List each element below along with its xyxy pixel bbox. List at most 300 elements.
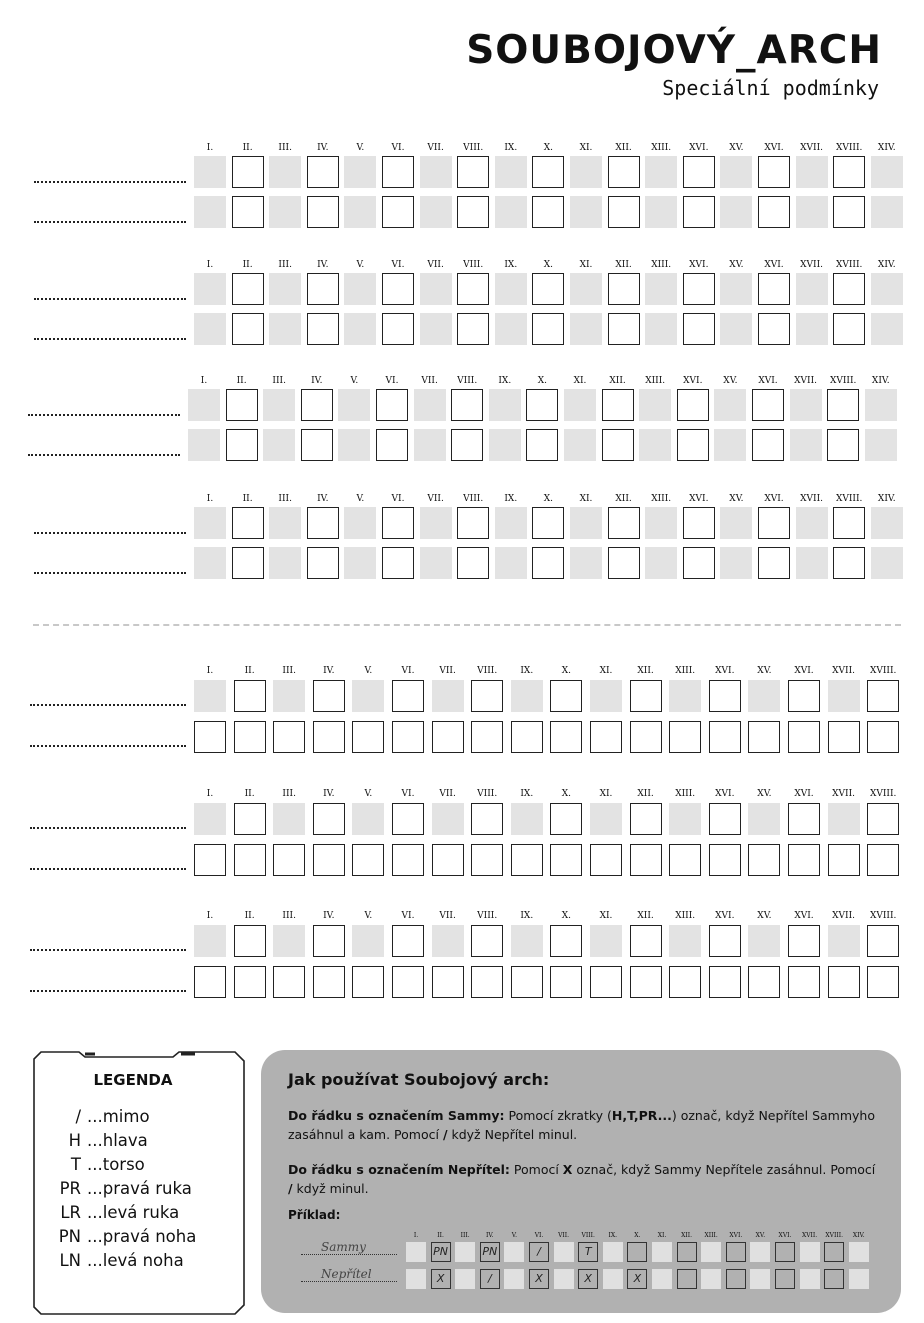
example-column-label: XVI. — [729, 1232, 743, 1239]
hit-box[interactable] — [352, 966, 384, 998]
hit-box[interactable] — [232, 156, 264, 188]
name-line[interactable] — [30, 990, 186, 992]
column-label: XIII. — [645, 376, 666, 386]
hit-box[interactable] — [758, 313, 790, 345]
hit-box[interactable] — [313, 966, 345, 998]
hit-box[interactable] — [828, 844, 860, 876]
hit-box[interactable] — [451, 389, 483, 421]
column-label: VII. — [439, 911, 456, 921]
column-label: XII. — [609, 376, 626, 386]
shaded-box — [194, 313, 226, 345]
hit-box[interactable] — [226, 429, 258, 461]
hit-box[interactable] — [828, 966, 860, 998]
name-line[interactable] — [34, 181, 186, 183]
legend-abbr: / — [75, 1107, 81, 1126]
shaded-box — [796, 156, 828, 188]
hit-box[interactable] — [234, 721, 266, 753]
hit-box[interactable] — [376, 429, 408, 461]
shaded-box — [495, 196, 527, 228]
hit-box[interactable] — [867, 721, 899, 753]
name-line[interactable] — [34, 338, 186, 340]
instructions-panel — [261, 1050, 901, 1313]
column-label: VI. — [391, 260, 405, 270]
column-label: IV. — [317, 143, 329, 153]
hit-box[interactable] — [307, 273, 339, 305]
column-label: XIII. — [651, 260, 672, 270]
column-label: IV. — [317, 260, 329, 270]
legend-text: ...torso — [87, 1155, 145, 1174]
shaded-box — [570, 156, 602, 188]
hit-box[interactable] — [194, 721, 226, 753]
hit-box[interactable] — [788, 925, 820, 957]
hit-box[interactable] — [630, 803, 662, 835]
shaded-box — [645, 547, 677, 579]
hit-box[interactable] — [608, 507, 640, 539]
hit-box[interactable] — [457, 313, 489, 345]
example-hit-box — [726, 1269, 746, 1289]
hit-box[interactable] — [788, 680, 820, 712]
hit-box[interactable] — [307, 313, 339, 345]
hit-box[interactable] — [457, 507, 489, 539]
hit-box[interactable] — [234, 680, 266, 712]
hit-box[interactable] — [748, 844, 780, 876]
column-label: V. — [364, 789, 373, 799]
column-label: XIV. — [877, 260, 896, 270]
shaded-box — [828, 803, 860, 835]
example-shaded-box — [504, 1242, 524, 1262]
name-line[interactable] — [30, 949, 186, 951]
hit-box[interactable] — [867, 803, 899, 835]
column-label: X. — [561, 789, 572, 799]
hit-box[interactable] — [550, 721, 582, 753]
shaded-box — [414, 389, 446, 421]
example-name-line — [301, 1281, 397, 1282]
hit-box[interactable] — [526, 389, 558, 421]
hit-box[interactable] — [788, 844, 820, 876]
example-hit-box — [578, 1242, 598, 1262]
example-column-label: IX. — [608, 1232, 618, 1239]
hit-box[interactable] — [683, 547, 715, 579]
hit-box[interactable] — [511, 721, 543, 753]
column-label: XVI. — [715, 666, 735, 676]
column-label: II. — [242, 143, 253, 153]
example-name-line — [301, 1254, 397, 1255]
hit-box[interactable] — [752, 429, 784, 461]
hit-box[interactable] — [313, 844, 345, 876]
column-label: III. — [282, 666, 296, 676]
hit-box[interactable] — [867, 844, 899, 876]
example-mark: / — [537, 1245, 541, 1258]
hit-box[interactable] — [234, 803, 266, 835]
hit-box[interactable] — [232, 196, 264, 228]
example-shaded-box — [652, 1242, 672, 1262]
hit-box[interactable] — [833, 547, 865, 579]
hit-box[interactable] — [307, 507, 339, 539]
example-hit-box — [480, 1242, 500, 1262]
shaded-box — [570, 507, 602, 539]
column-label: VIII. — [457, 376, 478, 386]
example-column-label: XI. — [657, 1232, 667, 1239]
hit-box[interactable] — [301, 429, 333, 461]
hit-box[interactable] — [683, 156, 715, 188]
hit-box[interactable] — [273, 844, 305, 876]
hit-box[interactable] — [630, 966, 662, 998]
column-label: VII. — [421, 376, 438, 386]
hit-box[interactable] — [382, 313, 414, 345]
column-label: XV. — [729, 494, 744, 504]
hit-box[interactable] — [471, 680, 503, 712]
hit-box[interactable] — [550, 680, 582, 712]
hit-box[interactable] — [532, 156, 564, 188]
column-label: V. — [356, 494, 365, 504]
column-label: II. — [244, 666, 255, 676]
hit-box[interactable] — [511, 844, 543, 876]
column-label: XVI. — [715, 911, 735, 921]
shaded-box — [194, 680, 226, 712]
hit-box[interactable] — [590, 844, 622, 876]
shaded-box — [344, 156, 376, 188]
shaded-box — [796, 196, 828, 228]
shaded-box — [570, 547, 602, 579]
hit-box[interactable] — [532, 507, 564, 539]
column-label: VIII. — [463, 260, 484, 270]
hit-box[interactable] — [432, 844, 464, 876]
hit-box[interactable] — [550, 966, 582, 998]
hit-box[interactable] — [307, 156, 339, 188]
shaded-box — [590, 803, 622, 835]
hit-box[interactable] — [758, 507, 790, 539]
hit-box[interactable] — [392, 966, 424, 998]
hit-box[interactable] — [392, 803, 424, 835]
name-line[interactable] — [34, 572, 186, 574]
example-row-name: Nepřítel — [321, 1267, 372, 1281]
hit-box[interactable] — [471, 721, 503, 753]
hit-box[interactable] — [827, 389, 859, 421]
hit-box[interactable] — [827, 429, 859, 461]
hit-box[interactable] — [307, 196, 339, 228]
column-label: XVII. — [800, 143, 824, 153]
hit-box[interactable] — [532, 273, 564, 305]
hit-box[interactable] — [313, 721, 345, 753]
column-label: VII. — [427, 143, 444, 153]
hit-box[interactable] — [226, 389, 258, 421]
hit-box[interactable] — [590, 966, 622, 998]
shaded-box — [645, 313, 677, 345]
example-shaded-box — [455, 1269, 475, 1289]
hit-box[interactable] — [758, 547, 790, 579]
hit-box[interactable] — [608, 547, 640, 579]
hit-box[interactable] — [630, 844, 662, 876]
legend-item — [53, 1251, 184, 1273]
example-column-label: IV. — [486, 1232, 494, 1239]
name-line[interactable] — [30, 827, 186, 829]
legend-text: ...levá noha — [87, 1251, 184, 1270]
hit-box[interactable] — [867, 966, 899, 998]
hit-box[interactable] — [273, 721, 305, 753]
hit-box[interactable] — [352, 844, 384, 876]
column-label: XV. — [723, 376, 738, 386]
example-hit-box — [677, 1242, 697, 1262]
hit-box[interactable] — [833, 507, 865, 539]
column-label: XVII. — [794, 376, 818, 386]
shaded-box — [669, 680, 701, 712]
column-label: XIII. — [651, 143, 672, 153]
hit-box[interactable] — [307, 547, 339, 579]
hit-box[interactable] — [457, 196, 489, 228]
name-line[interactable] — [28, 454, 180, 456]
hit-box[interactable] — [788, 803, 820, 835]
shaded-box — [269, 547, 301, 579]
hit-box[interactable] — [392, 721, 424, 753]
column-label: VI. — [401, 666, 415, 676]
hit-box[interactable] — [392, 844, 424, 876]
shaded-box — [344, 196, 376, 228]
hit-box[interactable] — [273, 966, 305, 998]
column-label: III. — [278, 143, 292, 153]
column-label: VI. — [391, 143, 405, 153]
column-label: V. — [350, 376, 359, 386]
hit-box[interactable] — [232, 547, 264, 579]
shaded-box — [511, 925, 543, 957]
shaded-box — [194, 273, 226, 305]
legend-item — [53, 1203, 179, 1225]
hit-box[interactable] — [232, 273, 264, 305]
hit-box[interactable] — [532, 547, 564, 579]
hit-box[interactable] — [867, 680, 899, 712]
name-line[interactable] — [34, 221, 186, 223]
example-shaded-box — [652, 1269, 672, 1289]
column-label: XIII. — [675, 911, 696, 921]
name-line[interactable] — [30, 704, 186, 706]
shaded-box — [564, 389, 596, 421]
hit-box[interactable] — [833, 273, 865, 305]
example-column-label: XIV. — [852, 1232, 865, 1239]
hit-box[interactable] — [683, 313, 715, 345]
hit-box[interactable] — [709, 966, 741, 998]
hit-box[interactable] — [709, 721, 741, 753]
shaded-box — [344, 547, 376, 579]
shaded-box — [432, 680, 464, 712]
column-label: III. — [272, 376, 286, 386]
hit-box[interactable] — [709, 680, 741, 712]
shaded-box — [590, 925, 622, 957]
hit-box[interactable] — [532, 313, 564, 345]
hit-box[interactable] — [608, 196, 640, 228]
shaded-box — [338, 429, 370, 461]
hit-box[interactable] — [382, 507, 414, 539]
hit-box[interactable] — [471, 844, 503, 876]
hit-box[interactable] — [457, 156, 489, 188]
shaded-box — [865, 389, 897, 421]
hit-box[interactable] — [313, 925, 345, 957]
hit-box[interactable] — [602, 429, 634, 461]
column-label: XI. — [599, 911, 613, 921]
column-label: IX. — [520, 911, 534, 921]
hit-box[interactable] — [550, 803, 582, 835]
hit-box[interactable] — [709, 925, 741, 957]
example-label: Příklad: — [288, 1208, 341, 1222]
hit-box[interactable] — [234, 844, 266, 876]
shaded-box — [495, 156, 527, 188]
hit-box[interactable] — [608, 156, 640, 188]
hit-box[interactable] — [392, 925, 424, 957]
column-label: XVIII. — [835, 143, 863, 153]
hit-box[interactable] — [677, 389, 709, 421]
hit-box[interactable] — [471, 803, 503, 835]
column-label: VI. — [401, 911, 415, 921]
example-shaded-box — [603, 1242, 623, 1262]
column-label: VIII. — [463, 143, 484, 153]
hit-box[interactable] — [232, 313, 264, 345]
shaded-box — [344, 507, 376, 539]
column-label: VI. — [391, 494, 405, 504]
hit-box[interactable] — [758, 196, 790, 228]
column-label: XII. — [637, 911, 654, 921]
hit-box[interactable] — [234, 966, 266, 998]
hit-box[interactable] — [748, 721, 780, 753]
hit-box[interactable] — [451, 429, 483, 461]
name-line[interactable] — [30, 868, 186, 870]
shaded-box — [590, 680, 622, 712]
hit-box[interactable] — [550, 844, 582, 876]
column-label: IX. — [498, 376, 512, 386]
hit-box[interactable] — [457, 273, 489, 305]
column-label: IV. — [323, 666, 335, 676]
hit-box[interactable] — [532, 196, 564, 228]
shaded-box — [263, 389, 295, 421]
column-label: XVII. — [832, 789, 856, 799]
hit-box[interactable] — [677, 429, 709, 461]
shaded-box — [796, 313, 828, 345]
hit-box[interactable] — [526, 429, 558, 461]
hit-box[interactable] — [630, 680, 662, 712]
hit-box[interactable] — [758, 273, 790, 305]
hit-box[interactable] — [630, 721, 662, 753]
hit-box[interactable] — [382, 547, 414, 579]
example-mark: PN — [482, 1245, 498, 1258]
hit-box[interactable] — [382, 196, 414, 228]
column-label: VII. — [439, 666, 456, 676]
shaded-box — [570, 313, 602, 345]
example-hit-box — [431, 1269, 451, 1289]
hit-box[interactable] — [788, 966, 820, 998]
hit-box[interactable] — [752, 389, 784, 421]
hit-box[interactable] — [669, 844, 701, 876]
hit-box[interactable] — [709, 844, 741, 876]
shaded-box — [269, 273, 301, 305]
hit-box[interactable] — [828, 721, 860, 753]
shaded-box — [564, 429, 596, 461]
hit-box[interactable] — [608, 273, 640, 305]
hit-box[interactable] — [313, 680, 345, 712]
hit-box[interactable] — [833, 313, 865, 345]
shaded-box — [489, 429, 521, 461]
name-line[interactable] — [30, 745, 186, 747]
hit-box[interactable] — [376, 389, 408, 421]
hit-box[interactable] — [608, 313, 640, 345]
hit-box[interactable] — [709, 803, 741, 835]
hit-box[interactable] — [301, 389, 333, 421]
example-column-label: VI. — [534, 1232, 544, 1239]
section-divider — [33, 624, 901, 626]
example-hit-box — [726, 1242, 746, 1262]
hit-box[interactable] — [683, 273, 715, 305]
column-label: XVI. — [764, 494, 784, 504]
hit-box[interactable] — [630, 925, 662, 957]
legend-panel — [33, 1051, 245, 1315]
shaded-box — [871, 507, 903, 539]
example-hit-box — [677, 1269, 697, 1289]
shaded-box — [263, 429, 295, 461]
column-label: VIII. — [463, 494, 484, 504]
hit-box[interactable] — [194, 966, 226, 998]
hit-box[interactable] — [352, 721, 384, 753]
column-label: XVIII. — [835, 494, 863, 504]
shaded-box — [748, 803, 780, 835]
name-line[interactable] — [34, 298, 186, 300]
hit-box[interactable] — [313, 803, 345, 835]
hit-box[interactable] — [748, 966, 780, 998]
column-label: I. — [206, 494, 214, 504]
hit-box[interactable] — [867, 925, 899, 957]
column-label: XVIII. — [869, 789, 897, 799]
name-line[interactable] — [34, 532, 186, 534]
hit-box[interactable] — [432, 721, 464, 753]
hit-box[interactable] — [590, 721, 622, 753]
hit-box[interactable] — [194, 844, 226, 876]
hit-box[interactable] — [392, 680, 424, 712]
hit-box[interactable] — [683, 507, 715, 539]
column-label: XVII. — [832, 911, 856, 921]
hit-box[interactable] — [683, 196, 715, 228]
hit-box[interactable] — [234, 925, 266, 957]
hit-box[interactable] — [471, 925, 503, 957]
hit-box[interactable] — [669, 966, 701, 998]
hit-box[interactable] — [382, 273, 414, 305]
column-label: XIII. — [675, 666, 696, 676]
hit-box[interactable] — [758, 156, 790, 188]
hit-box[interactable] — [669, 721, 701, 753]
hit-box[interactable] — [457, 547, 489, 579]
hit-box[interactable] — [550, 925, 582, 957]
hit-box[interactable] — [232, 507, 264, 539]
column-label: I. — [206, 666, 214, 676]
shaded-box — [188, 429, 220, 461]
hit-box[interactable] — [471, 966, 503, 998]
hit-box[interactable] — [382, 156, 414, 188]
column-label: XI. — [599, 666, 613, 676]
name-line[interactable] — [28, 414, 180, 416]
shaded-box — [790, 389, 822, 421]
hit-box[interactable] — [511, 966, 543, 998]
example-shaded-box — [750, 1242, 770, 1262]
hit-box[interactable] — [833, 196, 865, 228]
shaded-box — [489, 389, 521, 421]
shaded-box — [720, 156, 752, 188]
hit-box[interactable] — [833, 156, 865, 188]
example-column-label: XVIII. — [825, 1232, 843, 1239]
shaded-box — [865, 429, 897, 461]
example-mark: X — [436, 1272, 445, 1285]
hit-box[interactable] — [432, 966, 464, 998]
shaded-box — [352, 925, 384, 957]
example-shaded-box — [849, 1269, 869, 1289]
example-hit-box — [775, 1269, 795, 1289]
shaded-box — [352, 803, 384, 835]
hit-box[interactable] — [602, 389, 634, 421]
hit-box[interactable] — [788, 721, 820, 753]
shaded-box — [570, 273, 602, 305]
